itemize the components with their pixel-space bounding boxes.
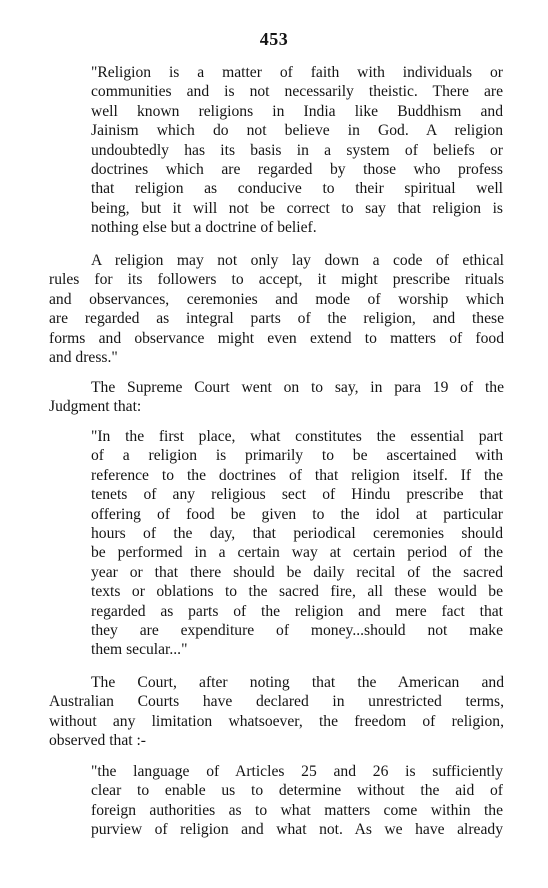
paragraph-american-australian-courts (49, 673, 504, 751)
text-line: nothing else but a doctrine of belief. (91, 219, 317, 237)
text-line: hours of the day, that periodical ceremonies should (91, 525, 503, 543)
text-line: The Supreme Court went on to say, in para 19 of the (91, 379, 504, 396)
text-line: forms and observance might even extend to matters of food (49, 329, 504, 347)
text-line: they are expenditure of money...should not make (91, 622, 503, 640)
paragraph-code-of-ethical-rules (49, 251, 504, 367)
quote-articles-25-and-26 (91, 762, 503, 840)
quote-essential-part-of-religion (91, 427, 503, 660)
text-line: texts or oblations to the sacred fire, all these would be (91, 583, 503, 601)
text-line: purview of religion and what not. As we have already (91, 821, 503, 839)
text-line: and observances, ceremonies and mode of worship which (49, 290, 504, 308)
text-line: be performed in a certain way at certain period of the (91, 544, 503, 562)
text-line: well known religions in India like Buddhism and (91, 102, 503, 120)
text-line: and dress." (49, 349, 118, 367)
text-line: clear to enable us to determine without the aid of (91, 782, 503, 800)
text-line: The Court, after noting that the American and (91, 674, 504, 691)
text-line: "In the first place, what constitutes the essential part (91, 428, 503, 445)
text-line: rules for its followers to accept, it might prescribe rituals (49, 271, 504, 289)
text-line: Judgment that: (49, 398, 142, 416)
text-line: are regarded as integral parts of the religion, and these (49, 310, 504, 328)
text-line: tenets of any religious sect of Hindu prescribe that (91, 486, 503, 504)
paragraph-supreme-court-para-19 (49, 378, 504, 417)
text-line: Jainism which do not believe in God. A religion (91, 122, 503, 140)
text-line: that religion as conducive to their spiritual well (91, 180, 503, 198)
text-line: without any limitation whatsoever, the freedom of religion, (49, 712, 504, 730)
text-line: doctrines which are regarded by those who profess (91, 161, 503, 179)
text-line: offering of food be given to the idol at particular (91, 505, 503, 523)
text-line: A religion may not only lay down a code of ethical (91, 252, 504, 269)
text-line: communities and is not necessarily theistic. There are (91, 83, 503, 101)
quote-religion-faith (91, 63, 503, 238)
text-line: Australian Courts have declared in unrestricted terms, (49, 693, 504, 711)
text-line: "the language of Articles 25 and 26 is sufficiently (91, 763, 503, 780)
text-line: regarded as parts of the religion and mere fact that (91, 602, 503, 620)
text-line: being, but it will not be correct to say that religion is (91, 199, 503, 217)
text-line: "Religion is a matter of faith with individuals or (91, 64, 503, 81)
page-number: 453 (259, 29, 289, 49)
text-line: foreign authorities as to what matters come within the (91, 801, 503, 819)
text-line: them secular..." (91, 641, 188, 659)
text-line: year or that there should be daily recital of the sacred (91, 563, 503, 581)
text-line: observed that :- (49, 732, 146, 750)
text-line: of a religion is primarily to be ascertained with (91, 447, 503, 465)
text-line: undoubtedly has its basis in a system of beliefs or (91, 141, 503, 159)
text-line: reference to the doctrines of that religion itself. If the (91, 466, 503, 484)
